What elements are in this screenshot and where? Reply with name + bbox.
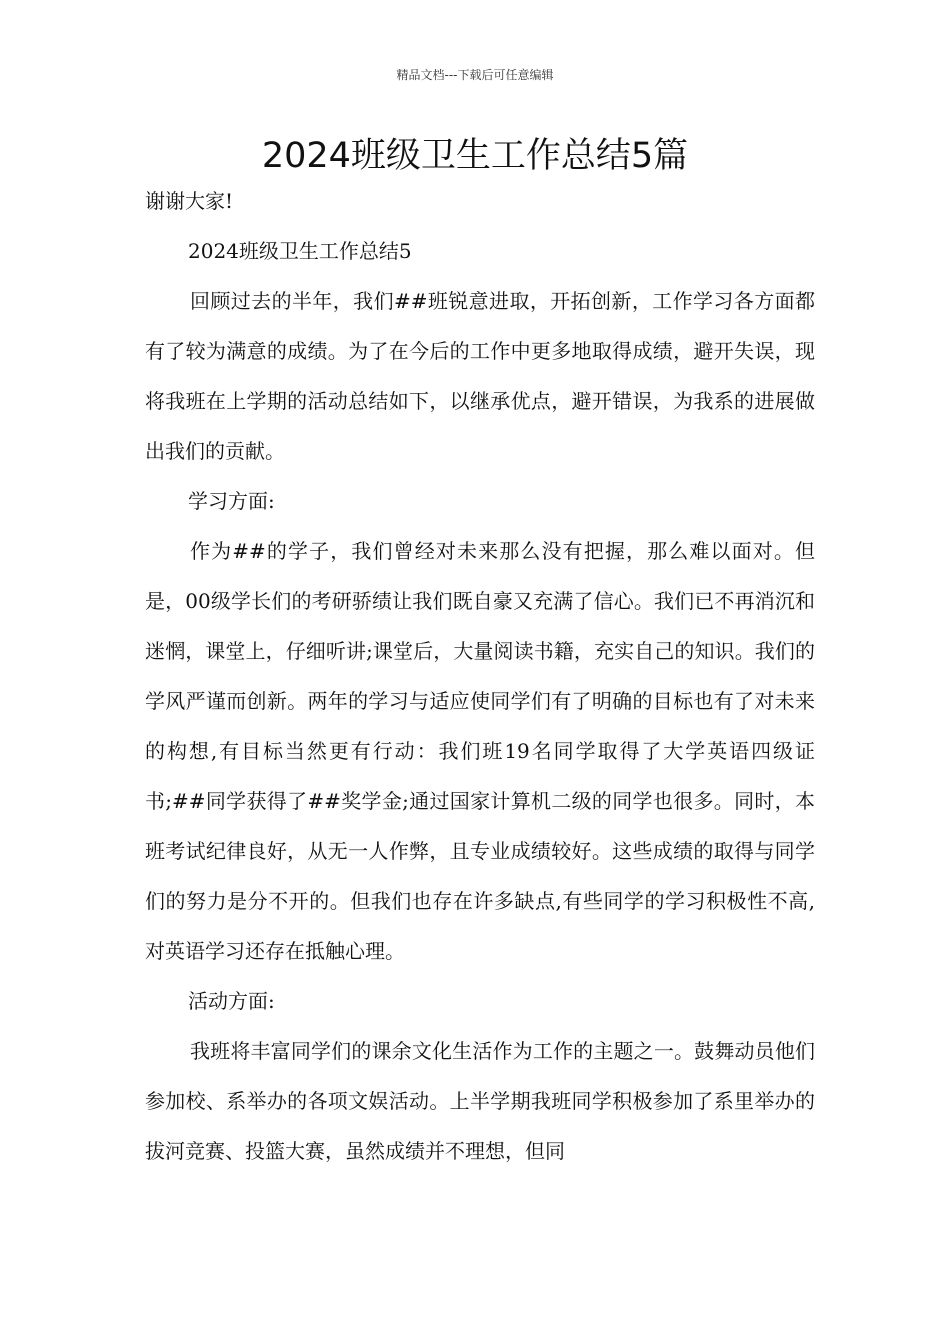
document-title: 2024班级卫生工作总结5篇 [261,136,689,176]
page-header-note: 精品文档---下载后可任意编辑 [396,68,554,82]
section-heading-study: 学习方面: [188,489,275,513]
paragraph-study: 作为##的学子，我们曾经对未来那么没有把握，那么难以面对。但是，00级学长们的考研骄绩让我们既自豪又充满了信心。我们已不再消沉和迷惘，课堂上，仔细听讲;课堂后，大量阅读书籍，充实自己的知识。我们的学风严谨而创新。两年的学习与适应使同学们有了明确的目标也有了对未来的构想,有目标当然更有行动：我们班19名同学取得了大学英语四级证书;##同学获得了##奖学金;通过国家计算机二级的同学也很多。同时，本班考试纪律良好，从无一人作弊，且专业成绩较好。这些成绩的取得与同学们的努力是分不开的。但我们也存在许多缺点,有些同学的学习积极性不高,对英语学习还存在抵触心理。 [145,539,815,963]
paragraph-thanks: 谢谢大家! [145,189,234,213]
section-heading-activities: 活动方面: [188,989,275,1013]
paragraph-subtitle: 2024班级卫生工作总结5 [188,239,412,263]
paragraph-activities: 我班将丰富同学们的课余文化生活作为工作的主题之一。鼓舞动员他们参加校、系举办的各项文娱活动。上半学期我班同学积极参加了系里举办的拔河竞赛、投篮大赛，虽然成绩并不理想，但同 [145,1039,815,1163]
paragraph-intro: 回顾过去的半年，我们##班锐意进取，开拓创新，工作学习各方面都有了较为满意的成绩。为了在今后的工作中更多地取得成绩，避开失误，现将我班在上学期的活动总结如下，以继承优点，避开错误，为我系的进展做出我们的贡献。 [145,289,815,463]
document-body [145,176,815,1176]
